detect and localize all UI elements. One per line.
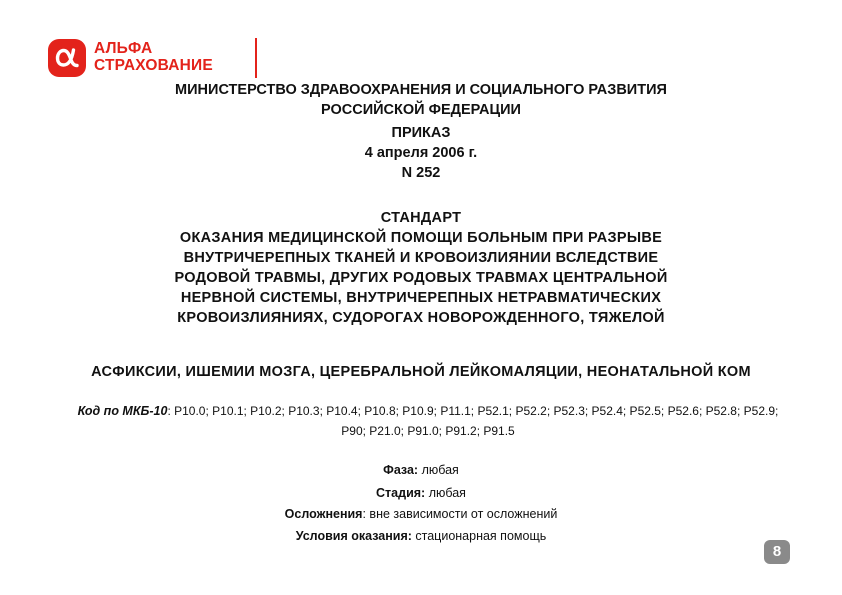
standard-line: РОДОВОЙ ТРАВМЫ, ДРУГИХ РОДОВЫХ ТРАВМАХ ЦЕНТРАЛЬНОЙ — [174, 270, 668, 286]
standard-line: ОКАЗАНИЯ МЕДИЦИНСКОЙ ПОМОЩИ БОЛЬНЫМ ПРИ РАЗРЫВЕ — [179, 230, 663, 246]
order-block — [0, 123, 842, 183]
complication-value: : вне зависимости от осложнений — [362, 507, 558, 521]
phase-label: Фаза: — [383, 463, 419, 477]
stage-label: Стадия: — [376, 486, 426, 500]
conditions-row — [0, 526, 842, 546]
standard-line: ВНУТРИЧЕРЕПНЫХ ТКАНЕЙ И КРОВОИЗЛИЯНИИ ВСЛЕДСТВИЕ — [183, 250, 659, 266]
standard-line: НЕРВНОЙ СИСТЕМЫ, ВНУТРИЧЕРЕПНЫХ НЕТРАВМАТИЧЕСКИХ — [180, 290, 662, 306]
standard-title-block — [0, 208, 842, 328]
conditions-value: стационарная помощь — [411, 529, 547, 543]
complication-row — [0, 504, 842, 524]
alpha-icon — [48, 39, 86, 77]
page-number-badge: 8 — [764, 540, 790, 564]
order-type: ПРИКАЗ — [391, 125, 451, 141]
conditions-label: Условия оказания: — [295, 529, 412, 543]
ministry-heading — [0, 80, 842, 120]
standard-title: СТАНДАРТ — [380, 210, 462, 226]
logo-wordmark — [94, 40, 213, 74]
logo-line-1: АЛЬФА — [94, 40, 153, 57]
company-logo — [48, 38, 260, 82]
stage-value: любая — [425, 486, 466, 500]
mkb-codes — [58, 401, 798, 441]
alpha-glyph-icon — [54, 47, 80, 69]
mkb-codes-line-2: P90; P21.0; P91.0; P91.2; P91.5 — [341, 424, 515, 438]
order-date: 4 апреля 2006 г. — [364, 145, 478, 161]
standard-line: КРОВОИЗЛИЯНИЯХ, СУДОРОГАХ НОВОРОЖДЕННОГО, ТЯЖЕЛОЙ — [177, 310, 665, 326]
order-number: N 252 — [401, 165, 441, 181]
standard-last-line: АСФИКСИИ, ИШЕМИИ МОЗГА, ЦЕРЕБРАЛЬНОЙ ЛЕЙКОМАЛЯЦИИ, НЕОНАТАЛЬНОЙ КОМ — [91, 364, 751, 380]
phase-value: любая — [418, 463, 459, 477]
ministry-line-1: МИНИСТЕРСТВО ЗДРАВООХРАНЕНИЯ И СОЦИАЛЬНОГО РАЗВИТИЯ — [175, 82, 667, 98]
complication-label: Осложнения — [284, 507, 363, 521]
mkb-codes-line-1: : P10.0; P10.1; P10.2; P10.3; P10.4; P10.8; P10.9; P11.1; P52.1; P52.2; P52.3; P52.4; P52.5; P52.6; P52.8; P52.9; — [167, 404, 779, 418]
phase-row — [0, 460, 842, 480]
stage-row — [0, 483, 842, 503]
logo-line-2: СТРАХОВАНИЕ — [94, 57, 213, 74]
ministry-line-2: РОССИЙСКОЙ ФЕДЕРАЦИИ — [321, 102, 521, 118]
mkb-label: Код по МКБ-10 — [77, 404, 168, 418]
logo-divider — [255, 38, 257, 78]
